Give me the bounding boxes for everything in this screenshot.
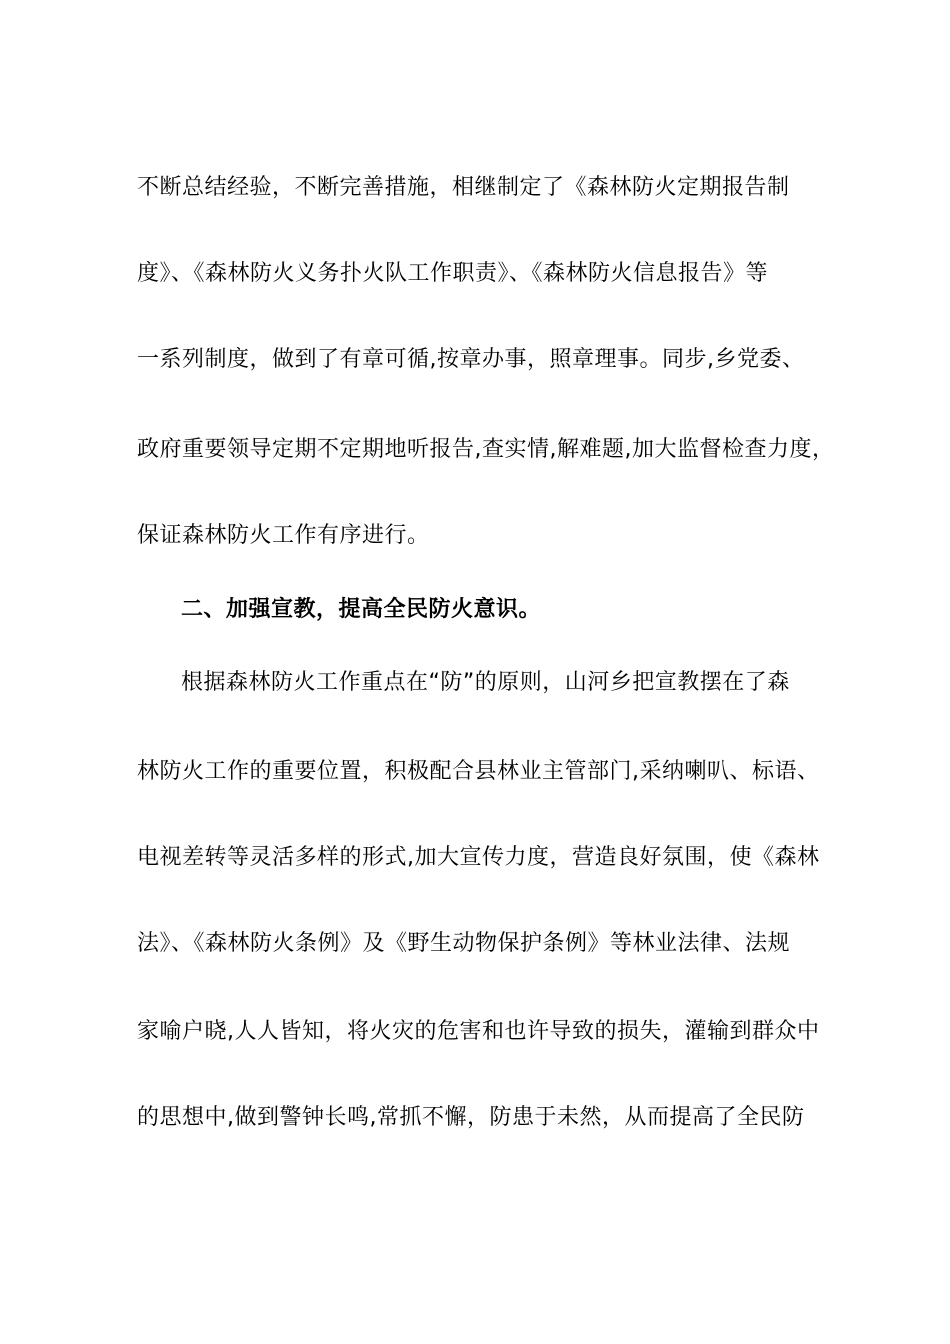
section-heading: 二、加强宣教，提高全民防火意识。 xyxy=(181,597,542,622)
paragraph-line: 保证森林防火工作有序进行。 xyxy=(137,523,430,548)
paragraph-line: 不断总结经验，不断完善措施，相继制定了《森林防火定期报告制 xyxy=(137,175,790,200)
paragraph-line: 林防火工作的重要位置，积极配合县林业主管部门,采纳喇叭、标语、 xyxy=(137,759,820,784)
paragraph-line: 一系列制度，做到了有章可循,按章办事，照章理事。同步,乡党委、 xyxy=(137,347,805,372)
paragraph-line: 法》、《森林防火条例》及《野生动物保护条例》等林业法律、法规 xyxy=(137,931,791,956)
paragraph-line: 度》、《森林防火义务扑火队工作职责》、《森林防火信息报告》等 xyxy=(137,261,769,286)
paragraph-line: 根据森林防火工作重点在“防”的原则，山河乡把宣教摆在了森 xyxy=(181,670,790,695)
paragraph-line: 的思想中,做到警钟长鸣,常抓不懈，防患于未然，从而提高了全民防 xyxy=(137,1105,805,1130)
paragraph-line: 政府重要领导定期不定期地听报告,查实情,解难题,加大监督检查力度， xyxy=(137,437,835,462)
paragraph-line: 电视差转等灵活多样的形式,加大宣传力度，营造良好氛围，使《森林 xyxy=(137,845,820,870)
paragraph-line: 家喻户晓,人人皆知，将火灾的危害和也许导致的损失，灌输到群众中 xyxy=(137,1019,820,1044)
